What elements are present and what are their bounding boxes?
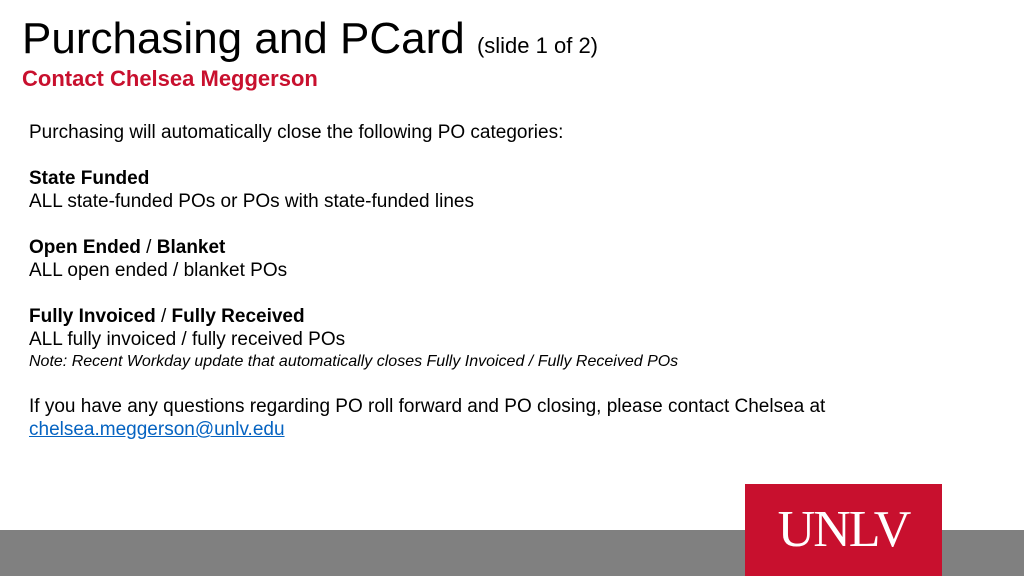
- heading-separator: /: [140, 237, 157, 258]
- section-fully-invoiced: [29, 305, 989, 328]
- section-heading: Fully Invoiced: [29, 306, 156, 327]
- slide-title: [22, 14, 598, 71]
- section-heading-secondary: Blanket: [156, 237, 226, 258]
- slide-number-note: (slide 1 of 2): [476, 33, 599, 58]
- section-heading: Open Ended: [29, 237, 141, 258]
- logo-text: UNLV: [777, 501, 910, 558]
- slide-body: [29, 121, 989, 441]
- slide-title-text: Purchasing and PCard: [22, 14, 465, 63]
- section-state-funded: [29, 167, 989, 190]
- contact-text: If you have any questions regarding PO roll forward and PO closing, please contact Chelsea at: [29, 396, 826, 417]
- section-description: ALL fully invoiced / fully received POs: [29, 329, 346, 350]
- contact-email-link[interactable]: chelsea.meggerson@unlv.edu: [29, 419, 285, 440]
- heading-separator: /: [155, 306, 172, 327]
- section-open-ended: [29, 236, 989, 259]
- unlv-logo: [745, 484, 942, 576]
- section-description: ALL open ended / blanket POs: [29, 260, 288, 281]
- intro-text: Purchasing will automatically close the following PO categories:: [29, 122, 564, 143]
- section-description: ALL state-funded POs or POs with state-funded lines: [29, 191, 474, 212]
- workday-update-note: Note: Recent Workday update that automatically closes Fully Invoiced / Fully Received POs: [29, 353, 679, 370]
- section-heading: State Funded: [29, 168, 150, 189]
- section-heading-secondary: Fully Received: [171, 306, 305, 327]
- contact-subtitle: Contact Chelsea Meggerson: [22, 66, 318, 91]
